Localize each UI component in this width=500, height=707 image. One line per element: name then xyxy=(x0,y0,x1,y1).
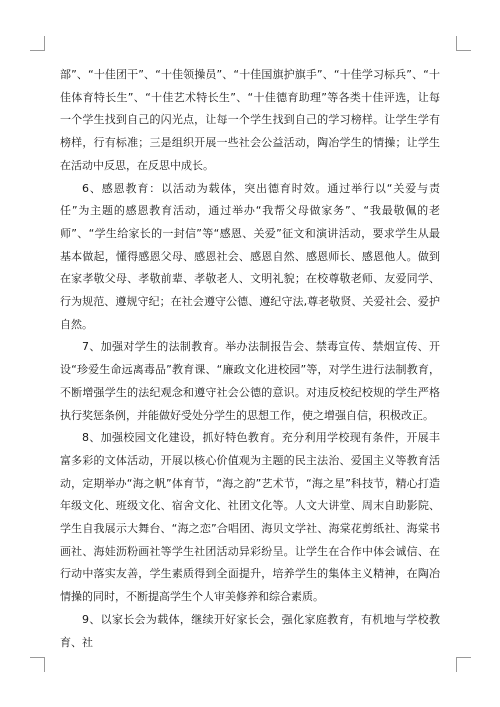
document-body xyxy=(60,64,440,654)
crop-mark-top-right xyxy=(456,36,471,51)
paragraph-legal-education: 7、加强对学生的法制教育。举办法制报告会、禁毒宣传、禁烟宣传、开设“珍爱生命远离毒品”教育课、“廉政文化进校园”等，对学生进行法制教育，不断增强学生的法纪观念和遵守社会公德的意识。对违反校纪校规的学生严格执行奖惩条例，并能做好受处分学生的思想工作，使之增强自信，积极改正。 xyxy=(60,340,440,422)
crop-mark-bottom-left xyxy=(30,657,45,672)
paragraph-parent-meeting: 9、以家长会为载体，继续开好家长会，强化家庭教育，有机地与学校教育、社 xyxy=(60,612,440,649)
crop-mark-bottom-right xyxy=(456,657,471,672)
paragraph-gratitude-education: 6、感恩教育：以活动为载体，突出德育时效。通过举行以“关爱与责任”为主题的感恩教育活动，通过举办“我帮父母做家务”、“我最敬佩的老师”、“学生给家长的一封信”等“感恩、关爱”征文和演讲活动，要求学生从最基本做起，懂得感恩父母、感恩社会、感恩自然、感恩师长、感恩他人。做到在家孝敬父母、孝敬前辈、孝敬老人、文明礼貌；在校尊敬老师、友爱同学、行为规范、遵规守纪；在社会遵守公德、遵纪守法,尊老敬贤、关爱社会、爱护自然。 xyxy=(60,181,440,331)
paragraph-campus-culture: 8、加强校园文化建设，抓好特色教育。充分利用学校现有条件，开展丰富多彩的文体活动，开展以核心价值观为主题的民主法治、爱国主义等教育活动，定期举办“海之帆”体育节，“海之韵”艺术节，“海之星”科技节，精心打造年级文化、班级文化、宿舍文化、社团文化等。人文大讲堂、周末自助影院、学生自我展示大舞台、“海之恋”合唱团、海贝文学社、海棠花剪纸社、海棠书画社、海娃沥粉画社等学生社团活动异彩纷呈。让学生在合作中体会诚信、在行动中落实友善，学生素质得到全面提升，培养学生的集体主义精神，在陶冶情操的同时，不断提高学生个人审美修养和综合素质。 xyxy=(60,431,440,604)
crop-mark-top-left xyxy=(30,36,45,51)
paragraph-continuation: 部”、“十佳团干”、“十佳领操员”、“十佳国旗护旗手”、“十佳学习标兵”、“十佳体育特长生”、“十佳艺术特长生”、“十佳德育助理”等各类十佳评选，让每一个学生找到自己的闪光点，让每一个学生找到自己的学习榜样。让学生学有榜样，行有标准；三是组织开展一些社会公益活动，陶冶学生的情操；让学生在活动中反思，在反思中成长。 xyxy=(60,68,440,172)
